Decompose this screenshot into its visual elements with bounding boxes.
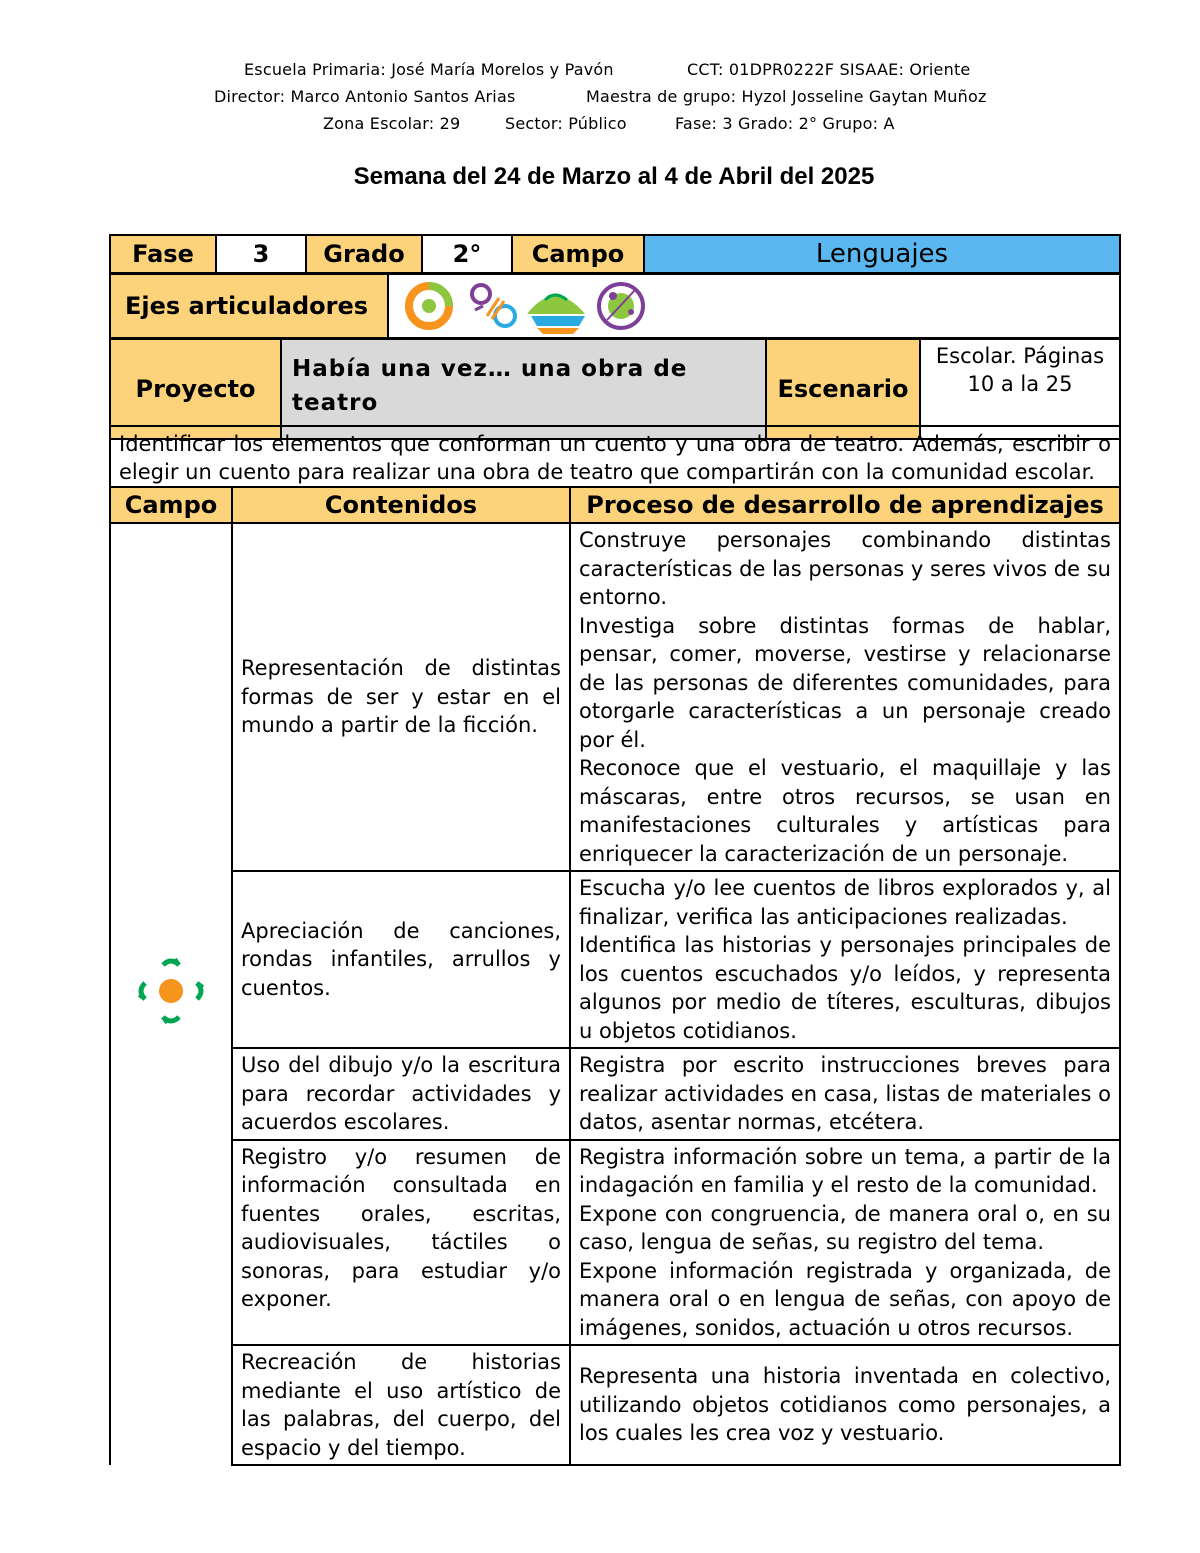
contenido-text: Registro y/o resumen de información consultada en fuentes orales, escritas, audiovisuales, táctiles o sonoras, para estudiar y/o exponer. <box>241 1144 561 1311</box>
contenido-cell <box>232 523 570 871</box>
inclusion-icon <box>409 286 449 326</box>
contenido-cell <box>232 1048 570 1140</box>
proceso-cell <box>570 1140 1120 1346</box>
artes-icon <box>599 284 643 328</box>
page-title: Semana del 24 de Marzo al 4 de Abril del 2025 <box>353 163 875 190</box>
project-description: Identificar los elementos que conforman un cuento y una obra de teatro. Además, escribir o elegir un cuento para realizar una obra de teatro que compartirán con la comunidad escolar. <box>110 426 1120 490</box>
proceso-text: Investiga sobre distintas formas de hablar, pensar, comer, moverse, vestirse y relacionarse de las personas de diferentes comunidades, para otorgarle características a un personaje creado por él. <box>579 613 1111 752</box>
table-row <box>110 1140 1120 1346</box>
header-proceso: Proceso de desarrollo de aprendizajes <box>570 487 1120 523</box>
contenido-text: Representación de distintas formas de ser y estar en el mundo a partir de la ficción. <box>241 656 561 738</box>
fase-value: 3 <box>216 235 306 273</box>
grado-value: 2° <box>422 235 512 273</box>
proceso-cell <box>570 1345 1120 1465</box>
contenido-cell <box>232 1140 570 1346</box>
teacher-name: Maestra de grupo: Hyzol Josseline Gaytan Muñoz <box>586 87 987 106</box>
ejes-label: Ejes articuladores <box>110 274 388 338</box>
campo-label: Campo <box>512 235 644 273</box>
campo-value: Lenguajes <box>644 235 1120 273</box>
cct-code: CCT: 01DPR0222F SISAAE: Oriente <box>687 60 971 79</box>
contenido-text: Uso del dibujo y/o la escritura para recordar actividades y acuerdos escolares. <box>241 1053 561 1134</box>
proceso-text: Escucha y/o lee cuentos de libros explorados y, al finalizar, verifica las anticipaciones realizadas. <box>579 876 1111 929</box>
school-sector: Sector: Público <box>505 114 627 133</box>
proceso-cell <box>570 523 1120 871</box>
info-row-fase <box>109 234 1121 274</box>
grado-label: Grado <box>306 235 422 273</box>
escenario-value: Escolar. Páginas 10 a la 25 <box>920 339 1120 439</box>
ejes-icons <box>388 274 1120 338</box>
proceso-cell <box>570 1048 1120 1140</box>
phase-grade-group: Fase: 3 Grado: 2° Grupo: A <box>675 114 895 133</box>
proceso-text: Registra por escrito instrucciones breves para realizar actividades en casa, listas de materiales o datos, asentar normas, etcétera. <box>579 1053 1111 1134</box>
proceso-text: Construye personajes combinando distintas características de las personas y seres vivos de su entorno. <box>579 528 1111 609</box>
table-row <box>110 1048 1120 1140</box>
contenido-text: Apreciación de canciones, rondas infantiles, arrullos y cuentos. <box>241 918 561 1000</box>
proceso-text: Expone con congruencia, de manera oral o, en su caso, lengua de señas, su registro del tema. <box>579 1201 1111 1254</box>
contenido-cell <box>232 871 570 1048</box>
contenido-cell <box>232 1345 570 1465</box>
proceso-text: Representa una historia inventada en colectivo, utilizando objetos cotidianos como personajes, a los cuales les crea voz y vestuario. <box>579 1364 1111 1446</box>
proyecto-value: Había una vez… una obra de teatro <box>281 339 766 439</box>
school-name: Escuela Primaria: José María Morelos y Pavón <box>244 60 614 79</box>
contenido-text: Recreación de historias mediante el uso artístico de las palabras, del cuerpo, del espacio y del tiempo. <box>241 1350 561 1460</box>
learning-table <box>109 486 1121 1466</box>
proceso-cell <box>570 871 1120 1048</box>
header-contenidos: Contenidos <box>232 487 570 523</box>
school-zone: Zona Escolar: 29 <box>323 114 461 133</box>
fase-label: Fase <box>110 235 216 273</box>
pensamiento-critico-icon <box>472 285 515 326</box>
lenguajes-campo-icon <box>131 951 211 1031</box>
campo-cell <box>110 523 232 1465</box>
interculturalidad-icon <box>527 295 585 334</box>
proceso-text: Expone información registrada y organizada, de manera oral o en lengua de señas, con apoyo de imágenes, sonidos, actuación u otros recursos. <box>579 1258 1111 1340</box>
table-row <box>110 523 1120 871</box>
proceso-text: Identifica las historias y personajes principales de los cuentos escuchados y/o leídos, y representa algunos por medio de títeres, esculturas, dibujos u objetos cotidianos. <box>579 933 1111 1043</box>
table-row <box>110 1345 1120 1465</box>
escenario-label: Escenario <box>766 339 920 439</box>
proceso-text: Registra información sobre un tema, a partir de la indagación en familia y el resto de la comunidad. <box>579 1144 1111 1197</box>
table-row <box>110 871 1120 1048</box>
header-campo: Campo <box>110 487 232 523</box>
proyecto-label: Proyecto <box>110 339 281 439</box>
info-row-ejes <box>109 273 1121 339</box>
proceso-text: Reconoce que el vestuario, el maquillaje y las máscaras, entre otros recursos, se usan en manifestaciones culturales y artísticas para enriquecer la caracterización de un personaje. <box>579 756 1111 866</box>
description-row <box>109 425 1121 491</box>
director-name: Director: Marco Antonio Santos Arias <box>214 87 516 106</box>
